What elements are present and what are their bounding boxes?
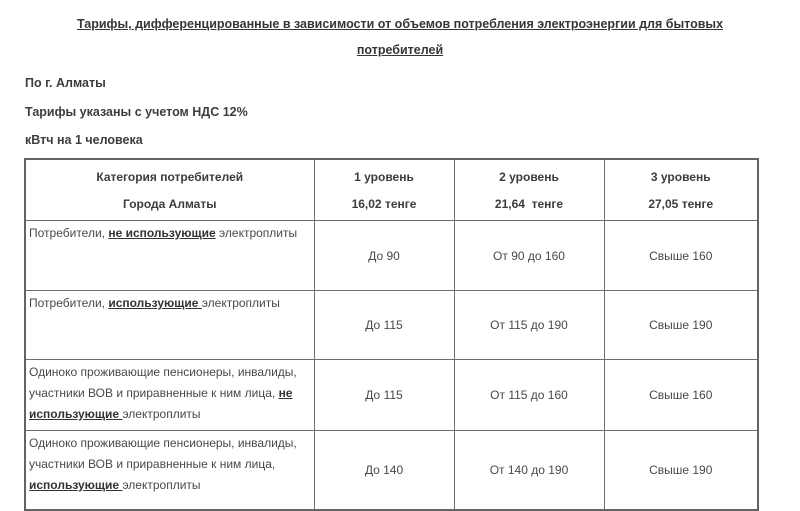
value-cell-level-1: До 140 bbox=[314, 431, 454, 511]
value-cell-level-1: До 90 bbox=[314, 221, 454, 291]
category-cell bbox=[25, 221, 314, 291]
level-2-name: 2 уровень bbox=[499, 169, 559, 184]
table-header-row bbox=[25, 159, 758, 221]
level-2-tariff: 21,64 тенге bbox=[494, 196, 564, 211]
category-header-city: Города Алматы bbox=[123, 196, 217, 211]
vat-note: Тарифы указаны с учетом НДС 12% bbox=[25, 105, 248, 119]
category-header-cell bbox=[25, 159, 314, 221]
level-3-tariff: 27,05 тенге bbox=[648, 196, 714, 211]
page-title: Тарифы, дифференцированные в зависимости от объемов потребления электроэнергии для бытовых потребителей bbox=[76, 17, 724, 57]
plain-text: электроплиты bbox=[215, 226, 298, 240]
category-cell bbox=[25, 431, 314, 511]
value-cell-level-3: Свыше 160 bbox=[604, 221, 758, 291]
tariff-table bbox=[24, 158, 759, 511]
value-cell-level-2: От 115 до 190 bbox=[454, 291, 604, 360]
level-2-header-cell bbox=[454, 159, 604, 221]
unit-note: кВтч на 1 человека bbox=[25, 133, 143, 147]
plain-text: Одиноко проживающие пенсионеры, инвалиды, участники ВОВ и приравненные к ним лица, bbox=[29, 436, 297, 471]
plain-text: Потребители, bbox=[29, 226, 109, 240]
value-cell-level-3: Свыше 190 bbox=[604, 291, 758, 360]
plain-text: электроплиты bbox=[201, 296, 280, 310]
value-cell-level-2: От 140 до 190 bbox=[454, 431, 604, 511]
table-row bbox=[25, 360, 758, 431]
value-cell-level-1: До 115 bbox=[314, 291, 454, 360]
table-row bbox=[25, 431, 758, 511]
value-cell-level-3: Свыше 160 bbox=[604, 360, 758, 431]
table-row bbox=[25, 221, 758, 291]
value-cell-level-3: Свыше 190 bbox=[604, 431, 758, 511]
category-cell bbox=[25, 291, 314, 360]
emphasized-text: не использующие bbox=[108, 226, 216, 240]
value-cell-level-2: От 115 до 160 bbox=[454, 360, 604, 431]
emphasized-text: использующие bbox=[108, 296, 202, 310]
level-1-header-cell bbox=[314, 159, 454, 221]
level-1-tariff: 16,02 тенге bbox=[351, 196, 417, 211]
plain-text: электроплиты bbox=[122, 407, 201, 421]
level-3-header-cell bbox=[604, 159, 758, 221]
plain-text: электроплиты bbox=[122, 478, 201, 492]
plain-text: Одиноко проживающие пенсионеры, инвалиды, участники ВОВ и приравненные к ним лица, bbox=[29, 365, 297, 400]
category-cell bbox=[25, 360, 314, 431]
region-note: По г. Алматы bbox=[25, 76, 106, 90]
table-row bbox=[25, 291, 758, 360]
emphasized-text: использующие bbox=[29, 478, 123, 492]
value-cell-level-2: От 90 до 160 bbox=[454, 221, 604, 291]
value-cell-level-1: До 115 bbox=[314, 360, 454, 431]
emphasized-text: не использующие bbox=[29, 386, 293, 421]
level-3-name: 3 уровень bbox=[650, 169, 711, 184]
level-1-name: 1 уровень bbox=[354, 169, 414, 184]
category-header-title: Категория потребителей bbox=[96, 169, 244, 184]
plain-text: Потребители, bbox=[29, 296, 109, 310]
